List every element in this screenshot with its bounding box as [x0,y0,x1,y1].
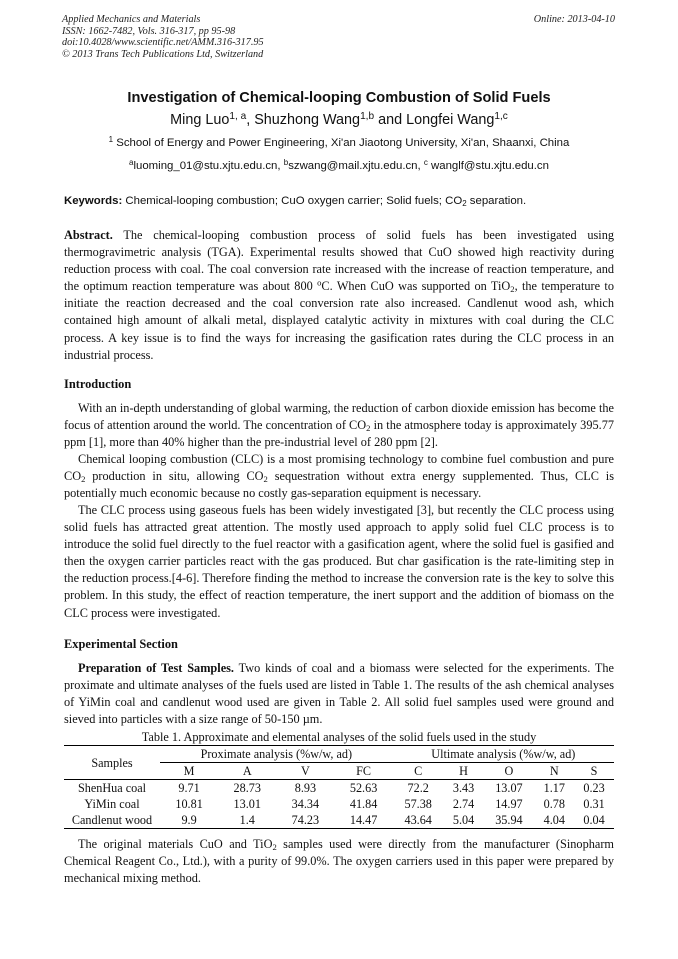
journal-name: Applied Mechanics and Materials [62,14,201,25]
group-header-ultimate: Ultimate analysis (%w/w, ad) [393,746,614,763]
section-heading-experimental: Experimental Section [64,637,178,651]
intro-paragraph-1 [64,400,614,451]
table-caption: Table 1. Approximate and elemental analyses of the solid fuels used in the study [141,730,537,744]
table-cell: 72.2 [407,781,429,795]
email-link[interactable]: luoming_01@stu.xjtu.edu.cn [133,160,278,172]
column-header: V [276,763,334,780]
paragraph-text: sequestration without extra energy supplemented. Thus, CLC is potentially much economic because no costly gas-separation equipment is necessary. [64,469,614,501]
author-affil-marker: 1, a [229,110,247,122]
table-cell: 52.63 [349,781,378,795]
abstract-label: Abstract. [64,228,113,242]
issn-line: ISSN: 1662-7482, Vols. 316-317, pp 95-98 [62,25,236,37]
table-cell: 28.73 [233,781,261,795]
table-cell: 2.74 [452,797,475,811]
table-cell: 10.81 [175,797,203,811]
email-marker: a [129,158,134,168]
table-row [64,796,614,812]
paragraph-text: With an in-depth understanding of global warming, the reduction of carbon dioxide emission has become the focus of attention around the world. The concentration of CO [64,401,614,433]
online-date: Online: 2013-04-10 [533,14,615,25]
keywords-label: Keywords: [64,195,123,207]
subscript: 2 [81,474,86,485]
subscript: 2 [510,284,515,295]
author-affil-marker: 1,c [494,110,508,122]
intro-paragraph-3: The CLC process using gaseous fuels has been widely investigated [3], but recently the CLC process using solid fuels has attracted great attention. The mostly used approach to apply solid fuel CLC process is to introduce the solid fuel directly to the fuel reactor with a gasification agent, where the solid fuel is gasified and then the oxygen carrier particles react with the gas produced. But char gasification is the rate-limiting step in the reduction process.[4-6]. Therefore finding the method to increase the conversion rate is the key to solve this problem. In this study, the effect of reaction temperature, the inert support and the addition of biomass on the CLC process were investigated. [64,503,614,620]
subscript: 2 [462,198,467,208]
subscript: 2 [272,842,277,853]
table-cell: 34.34 [291,797,320,811]
table-cell: 41.84 [349,797,378,811]
abstract-text: , the temperature to initiate the reaction decreased and the coal conversion rate also increased. Candlenut wood ash, which contained high amount of alkali metal, displayed catalytic activity in mixtures with coal during the CLC process. A key issue is to find the ways for increasing the gasification rates during the CLC process in an industrial process. [64,279,614,362]
column-header: O [483,763,534,780]
table-cell: 0.23 [583,781,605,795]
affil-text: School of Energy and Power Engineering, Xi'an Jiaotong University, Xi'an, Shaanxi, China [113,137,570,149]
author-separator: , [246,112,255,128]
preparation-paragraph [64,660,614,728]
closing-paragraph [64,836,614,887]
keywords [64,195,526,207]
affil-marker: 1 [108,135,114,145]
table-cell: 9.9 [160,812,218,829]
paragraph-text: The original materials CuO and TiO [78,837,273,851]
row-label: YiMin coal [84,797,140,811]
abstract-paragraph [64,227,614,364]
table-cell: 43.64 [393,812,444,829]
table-cell: 3.43 [452,781,475,795]
table-cell: 1.17 [543,781,565,795]
keywords-text: Chemical-looping combustion; CuO oxygen carrier; Solid fuels; CO [122,195,463,207]
paragraph-text: Two kinds of coal and a biomass were selected for the experiments. The proximate and ultimate analyses of the fuels used are listed in Table 1. The results of the ash chemical analyses of YiMin coal and candlenut wood used are given in Table 2. All solid fuel samples used were ground and sieved into particles with a size range of 50-150 µm. [64,661,614,727]
author-name: Shuzhong Wang [254,112,361,128]
paragraph-text: production in situ, allowing CO [85,469,264,484]
table-cell: 8.93 [294,781,317,795]
keywords-end: separation. [466,195,527,207]
column-header: FC [334,763,392,780]
table-cell: 13.01 [233,797,261,811]
table-header-row [64,746,614,763]
table-cell: 35.94 [483,812,534,829]
row-label: ShenHua coal [77,781,147,795]
journal-header [62,14,264,60]
table-row [64,780,614,797]
subscript: 2 [366,423,371,434]
table-cell: 74.23 [276,812,334,829]
affiliation [0,137,678,149]
column-header: A [218,763,276,780]
email-marker: b [283,158,289,168]
author-affil-marker: 1,b [360,110,375,122]
table-cell: 14.47 [334,812,392,829]
table-row [64,812,614,829]
author-name: Ming Luo [170,112,230,128]
author-separator: and [374,112,407,128]
column-header: N [534,763,574,780]
table-cell: 1.4 [218,812,276,829]
email-separator: , [417,160,424,172]
table-cell: 4.04 [534,812,574,829]
intro-paragraph-2 [64,451,614,502]
email-line [0,160,678,172]
column-header: S [574,763,614,780]
paragraph-text: samples used were directly from the manufacturer (Sinopharm Chemical Reagent Co., Ltd.), with a purity of 99.0%. The oxygen carriers used in this paper were prepared by mechanical mixing method. [64,837,614,886]
abstract-text: The chemical-looping combustion process of solid fuels has been investigated using thermogravimetric analysis (TGA). Experimental results showed that CuO showed high reactivity during reduction process with coal. The coal conversion rate increased with the increase of reaction temperature, and the optimum reaction temperature was about 800 [64,228,614,294]
paper-title: Investigation of Chemical-looping Combustion of Solid Fuels [127,90,551,106]
table-cell: 0.04 [574,812,614,829]
paragraph-text: Chemical looping combustion (CLC) is a most promising technology to combine fuel combustion and pure CO [64,452,614,484]
doi-line: doi:10.4028/www.scientific.net/AMM.316-317.95 [62,37,264,48]
table-cell: 13.07 [495,781,523,795]
degree-marker: o [317,277,322,288]
section-heading-introduction: Introduction [64,377,132,391]
abstract-text: C. When CuO was supported on TiO [321,279,511,294]
group-header-proximate: Proximate analysis (%w/w, ad) [160,746,393,763]
author-line [0,112,678,128]
table-cell: 0.78 [543,797,565,811]
email-link[interactable]: wanglf@stu.xjtu.edu.cn [427,160,549,172]
paragraph-text: in the atmosphere today is approximately 395.77 ppm [1], more than 40% higher than the pre-industrial level of 280 ppm [2]. [64,418,614,450]
subscript: 2 [263,474,268,485]
subsection-label: Preparation of Test Samples. [78,661,235,675]
author-name: Longfei Wang [406,112,495,128]
email-separator: , [277,160,284,172]
table-cell: 14.97 [495,797,523,811]
column-header: C [393,763,444,780]
column-header-samples: Samples [64,746,160,780]
column-header: M [160,763,218,780]
email-marker: c [423,158,428,168]
email-link[interactable]: szwang@mail.xjtu.edu.cn [288,160,418,172]
row-label: Candlenut wood [64,812,160,829]
table-cell: 57.38 [404,797,432,811]
table-cell: 0.31 [583,797,605,811]
table-cell: 5.04 [444,812,484,829]
copyright-line: © 2013 Trans Tech Publications Ltd, Switzerland [62,48,264,60]
table-cell: 9.71 [178,781,200,795]
column-header: H [444,763,484,780]
fuel-analysis-table [64,745,614,829]
